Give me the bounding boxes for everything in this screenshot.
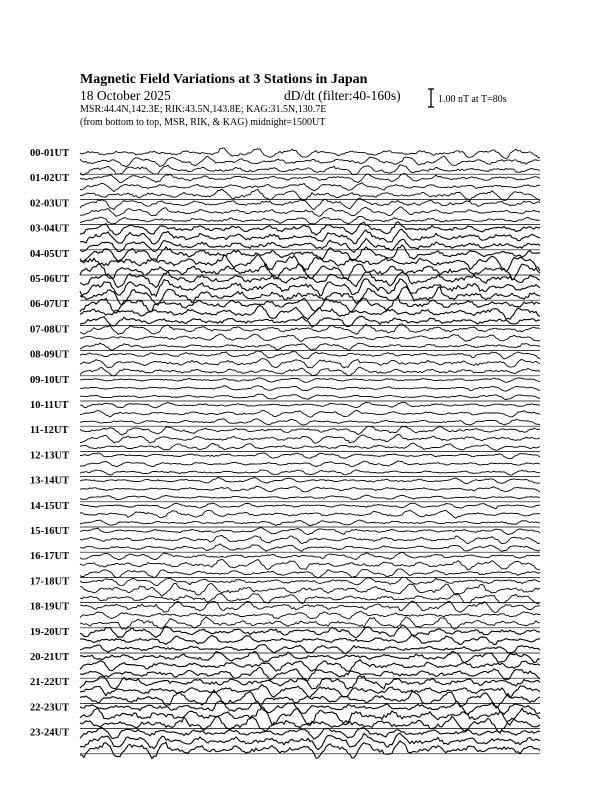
hour-label: 02-03UT <box>30 198 70 210</box>
chart-title: Magnetic Field Variations at 3 Stations in Japan <box>80 72 368 87</box>
station-trace-kag <box>80 148 540 159</box>
station-trace-kag <box>80 174 540 183</box>
station-trace-kag <box>80 528 540 535</box>
station-trace-rik <box>80 306 540 320</box>
station-trace-rik <box>80 434 540 443</box>
station-trace-rik <box>80 635 540 645</box>
station-trace-msr <box>80 470 540 475</box>
hour-label: 14-15UT <box>30 500 70 512</box>
date-label: 18 October 2025 <box>80 88 171 103</box>
station-trace-kag <box>80 577 540 585</box>
station-trace-rik <box>80 660 540 672</box>
hour-label: 00-01UT <box>30 148 70 159</box>
station-trace-rik <box>80 334 540 341</box>
station-trace-kag <box>80 727 540 739</box>
hour-label: 05-06UT <box>30 274 70 285</box>
station-order-note: (from bottom to top, MSR, RIK, & KAG) midnight=1500UT <box>80 117 326 128</box>
station-trace-rik <box>80 207 540 216</box>
station-trace-msr <box>80 367 540 376</box>
hour-label: 18-19UT <box>30 601 70 613</box>
hour-label: 07-08UT <box>30 324 70 336</box>
station-trace-rik <box>80 583 540 596</box>
station-trace-msr <box>80 216 540 224</box>
station-trace-rik <box>80 461 540 467</box>
hour-label: 06-07UT <box>30 299 70 311</box>
station-trace-msr <box>80 741 540 759</box>
station-trace-rik <box>80 386 540 392</box>
station-trace-kag <box>80 296 540 312</box>
hour-label: 01-02UT <box>30 173 70 185</box>
station-trace-kag <box>80 503 540 509</box>
station-trace-rik <box>80 359 540 368</box>
hour-label: 10-11UT <box>30 400 69 411</box>
station-trace-rik <box>80 410 540 417</box>
hour-label: 03-04UT <box>30 223 70 235</box>
hour-label: 23-24UT <box>30 727 70 739</box>
station-trace-rik <box>80 183 540 192</box>
hour-label: 17-18UT <box>30 576 70 588</box>
station-trace-rik <box>80 229 540 244</box>
station-trace-kag <box>80 701 540 714</box>
hour-label: 15-16UT <box>30 526 70 537</box>
station-trace-msr <box>80 667 540 681</box>
hour-label: 16-17UT <box>30 551 70 563</box>
station-trace-kag <box>80 402 540 408</box>
station-trace-rik <box>80 559 540 570</box>
station-trace-kag <box>80 453 540 459</box>
hour-label: 11-12UT <box>30 425 69 437</box>
station-trace-rik <box>80 486 540 492</box>
hour-label: 19-20UT <box>30 626 70 638</box>
station-trace-msr <box>80 644 540 653</box>
station-trace-msr <box>80 394 540 400</box>
hour-label: 08-09UT <box>30 349 70 361</box>
station-trace-kag <box>80 552 540 559</box>
station-trace-kag <box>80 351 540 359</box>
station-trace-msr <box>80 544 540 552</box>
station-trace-rik <box>80 156 540 167</box>
station-trace-msr <box>80 343 540 350</box>
station-coordinates: MSR:44.4N,142.3E; RIK:43.5N,143.8E; KAG:31.5N,130.7E <box>80 104 327 115</box>
hour-label: 12-13UT <box>30 450 70 462</box>
station-trace-msr <box>80 716 540 733</box>
station-trace-kag <box>80 426 540 435</box>
station-trace-kag <box>80 477 540 483</box>
station-trace-rik <box>80 535 540 543</box>
hour-label: 04-05UT <box>30 248 70 260</box>
station-trace-msr <box>80 189 540 201</box>
hour-label: 22-23UT <box>30 702 70 714</box>
station-trace-msr <box>80 419 540 425</box>
station-trace-msr <box>80 165 540 175</box>
hour-label: 21-22UT <box>30 677 70 689</box>
hour-label: 09-10UT <box>30 374 70 386</box>
station-trace-msr <box>80 443 540 450</box>
station-trace-kag <box>80 378 540 383</box>
filter-label: dD/dt (filter:40-160s) <box>284 88 401 103</box>
station-trace-msr <box>80 520 540 526</box>
station-trace-kag <box>80 625 540 638</box>
station-trace-rik <box>80 612 540 619</box>
station-trace-msr <box>80 569 540 578</box>
station-trace-msr <box>80 495 540 500</box>
scale-label: 1.00 nT at T=80s <box>438 94 507 105</box>
station-trace-rik <box>80 510 540 518</box>
hour-label: 20-21UT <box>30 652 70 663</box>
hour-label: 13-14UT <box>30 475 70 487</box>
